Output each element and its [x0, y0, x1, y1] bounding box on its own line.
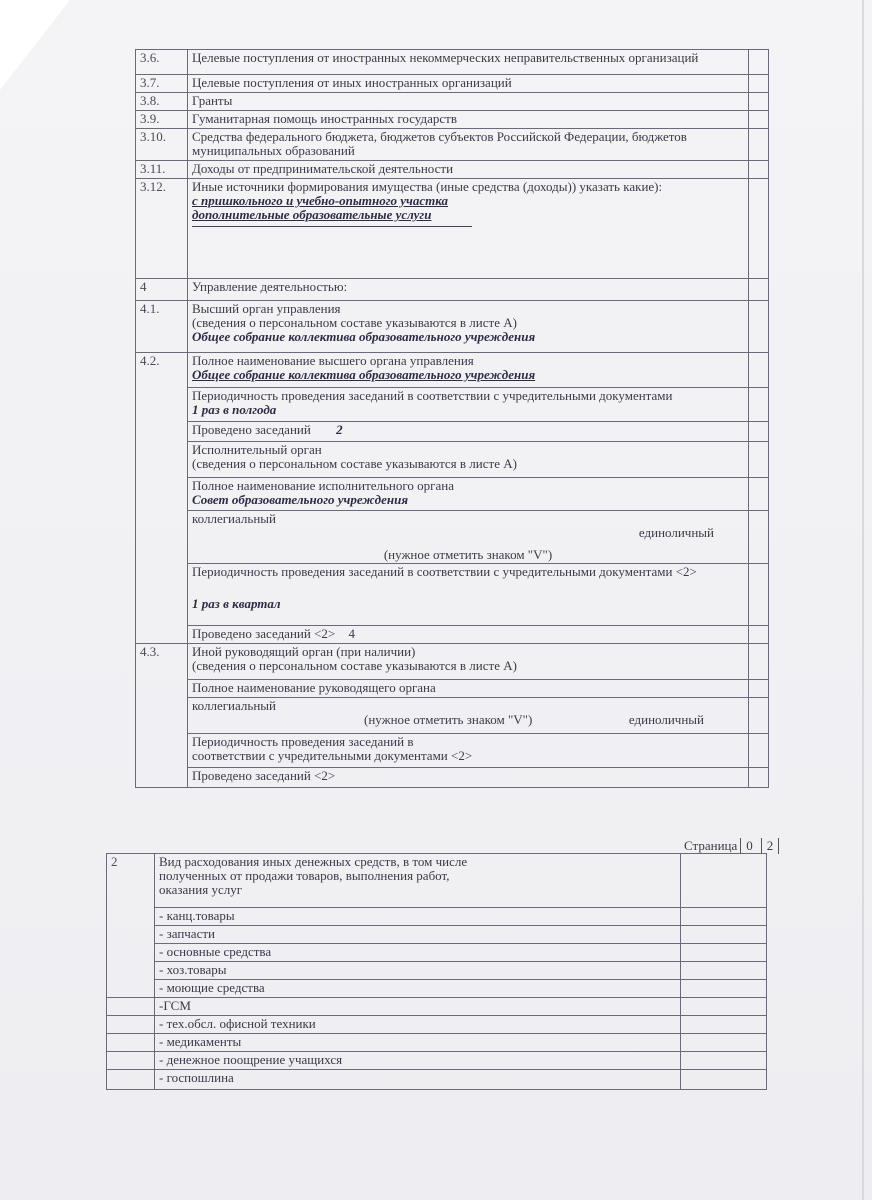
- row-text: Полное наименование руководящего органа: [188, 680, 749, 698]
- value-cell: [749, 75, 769, 93]
- value-cell: [749, 422, 769, 442]
- value-cell: [749, 179, 769, 279]
- value-cell: [749, 734, 769, 768]
- row-number: [107, 998, 155, 1016]
- row-number: 3.11.: [136, 161, 188, 179]
- value-cell: [749, 353, 769, 388]
- value-cell: [749, 161, 769, 179]
- row-text: Проведено заседаний <2>: [188, 768, 749, 788]
- expense-item: - моющие средства: [155, 980, 681, 998]
- option-sole: единоличный: [638, 525, 714, 540]
- row-text-block: [188, 626, 749, 644]
- table-row: [136, 93, 769, 111]
- row-text-block: [188, 564, 749, 626]
- row-text: Периодичность проведения заседаний в соответствии с учредительными документами <2>: [192, 564, 697, 579]
- row-text: Периодичность проведения заседаний в соответствии с учредительными документами: [192, 388, 673, 403]
- table-row: [136, 698, 769, 734]
- value-cell: [749, 478, 769, 511]
- table-row: [107, 1034, 767, 1052]
- row-text: Иной руководящий орган (при наличии): [192, 644, 416, 659]
- expenses-header: Вид расходования иных денежных средств, в том числе полученных от продажи товаров, выполнения работ, оказания услуг: [155, 854, 681, 908]
- row-number: [107, 1034, 155, 1052]
- row-text: Полное наименование исполнительного органа: [192, 478, 454, 493]
- table-row: [107, 944, 767, 962]
- row-text: Средства федерального бюджета, бюджетов субъектов Российской Федерации, бюджетов муниципальных образований: [188, 129, 749, 161]
- table-row: [136, 734, 769, 768]
- value-cell: [681, 944, 767, 962]
- value-cell: [749, 564, 769, 626]
- row-text: Управление деятельностью:: [188, 279, 749, 301]
- table-row: [107, 926, 767, 944]
- table-row: [107, 998, 767, 1016]
- row-number: 4: [136, 279, 188, 301]
- value-cell: [749, 644, 769, 680]
- row-subtext: (сведения о персональном составе указываются в листе А): [192, 658, 517, 673]
- handwritten-entry: 1 раз в полгода: [192, 402, 277, 417]
- table-row: [107, 1070, 767, 1090]
- expense-item: - медикаменты: [155, 1034, 681, 1052]
- table-row: [107, 908, 767, 926]
- value-cell: [749, 511, 769, 564]
- expense-item: - канц.товары: [155, 908, 681, 926]
- row-number: 3.7.: [136, 75, 188, 93]
- choice-footer: [192, 713, 744, 727]
- expense-item: - основные средства: [155, 944, 681, 962]
- value-cell: [749, 129, 769, 161]
- expense-item: - тех.обсл. офисной техники: [155, 1016, 681, 1034]
- handwritten-entry: 2: [336, 422, 343, 437]
- table-row: [136, 353, 769, 388]
- row-text: Иные источники формирования имущества (иные средства (доходы)) указать какие):: [192, 179, 663, 194]
- row-number: 4.2.: [136, 353, 188, 644]
- table-row: [107, 980, 767, 998]
- row-number: [107, 1070, 155, 1090]
- table-row: [136, 50, 769, 75]
- value-cell: [749, 50, 769, 75]
- row-text: Проведено заседаний <2>: [192, 626, 336, 641]
- row-text: Доходы от предпринимательской деятельности: [188, 161, 749, 179]
- page-number: [684, 838, 779, 854]
- value-cell: [749, 768, 769, 788]
- row-text: Проведено заседаний: [192, 422, 311, 437]
- row-text: Целевые поступления от иностранных некоммерческих неправительственных организаций: [188, 50, 749, 75]
- row-number: [107, 1052, 155, 1070]
- expense-item: -ГСМ: [155, 998, 681, 1016]
- value-cell: [681, 1052, 767, 1070]
- table-row: [136, 179, 769, 279]
- table-row: [136, 478, 769, 511]
- page-digit: 2: [761, 838, 780, 854]
- row-text-block: [188, 353, 749, 388]
- choice-note: (нужное отметить знаком "V"): [364, 712, 533, 727]
- blank-line: [192, 225, 472, 227]
- table-row: [136, 442, 769, 478]
- value-cell: [681, 998, 767, 1016]
- choice-block: [188, 511, 749, 564]
- handwritten-entry: дополнительные образовательные услуги: [192, 207, 432, 222]
- table-row: [136, 768, 769, 788]
- page-fold-corner: [0, 0, 70, 90]
- value-cell: [681, 1016, 767, 1034]
- value-cell: [681, 854, 767, 908]
- row-text-block: [188, 179, 749, 279]
- handwritten-entry: Совет образовательного учреждения: [192, 492, 409, 507]
- table-row: [136, 75, 769, 93]
- row-number: 3.9.: [136, 111, 188, 129]
- table-row: [136, 301, 769, 353]
- row-number: 3.6.: [136, 50, 188, 75]
- table-row: [107, 1052, 767, 1070]
- value-cell: [681, 962, 767, 980]
- value-cell: [749, 626, 769, 644]
- option-collegial: коллегиальный: [192, 698, 276, 713]
- table-row: [136, 111, 769, 129]
- option-sole: единоличный: [628, 712, 704, 727]
- choice-note: (нужное отметить знаком "V"): [383, 547, 553, 562]
- value-cell: [681, 908, 767, 926]
- value-cell: [681, 1070, 767, 1090]
- expenses-table: [106, 853, 767, 1090]
- row-text: Высший орган управления: [192, 301, 341, 316]
- handwritten-entry: 4: [348, 626, 355, 641]
- row-text: Исполнительный орган: [192, 442, 322, 457]
- value-cell: [749, 111, 769, 129]
- table-row: [107, 962, 767, 980]
- row-subtext: (сведения о персональном составе указываются в листе А): [192, 315, 517, 330]
- row-subtext: (сведения о персональном составе указываются в листе А): [192, 456, 517, 471]
- page-label: Страница: [684, 838, 738, 853]
- value-cell: [749, 442, 769, 478]
- row-text: Целевые поступления от иных иностранных организаций: [188, 75, 749, 93]
- table-row: [107, 854, 767, 908]
- table-row: [136, 422, 769, 442]
- value-cell: [749, 388, 769, 422]
- row-number: 2: [107, 854, 155, 998]
- paper-edge-line: [862, 0, 864, 1200]
- row-number: 3.10.: [136, 129, 188, 161]
- handwritten-entry: Общее собрание коллектива образовательного учреждения: [192, 329, 536, 344]
- table-row: [107, 1016, 767, 1034]
- table-row: [136, 644, 769, 680]
- value-cell: [749, 698, 769, 734]
- expense-item: - денежное поощрение учащихся: [155, 1052, 681, 1070]
- handwritten-entry: 1 раз в квартал: [192, 596, 281, 611]
- row-text-block: [188, 734, 749, 768]
- handwritten-entry: Общее собрание коллектива образовательного учреждения: [192, 367, 536, 382]
- row-text: Гуманитарная помощь иностранных государств: [188, 111, 749, 129]
- expense-item: - хоз.товары: [155, 962, 681, 980]
- row-number: 3.8.: [136, 93, 188, 111]
- row-number: [107, 1016, 155, 1034]
- table-row: [136, 626, 769, 644]
- page-digit: 0: [740, 838, 758, 854]
- row-text: Гранты: [188, 93, 749, 111]
- expense-item: - запчасти: [155, 926, 681, 944]
- activity-table: [135, 49, 769, 788]
- row-number: 3.12.: [136, 179, 188, 279]
- row-text: Полное наименование высшего органа управления: [192, 353, 474, 368]
- table-row: [136, 388, 769, 422]
- value-cell: [749, 279, 769, 301]
- value-cell: [749, 301, 769, 353]
- value-cell: [749, 93, 769, 111]
- expense-item: - госпошлина: [155, 1070, 681, 1090]
- row-text-block: [188, 442, 749, 478]
- table-row: [136, 161, 769, 179]
- row-number: 4.1.: [136, 301, 188, 353]
- row-text: Периодичность проведения заседаний в: [192, 734, 414, 749]
- value-cell: [681, 1034, 767, 1052]
- value-cell: [681, 926, 767, 944]
- table-row: [136, 511, 769, 564]
- table-row: [136, 129, 769, 161]
- table-row: [136, 680, 769, 698]
- row-text-block: [188, 478, 749, 511]
- value-cell: [681, 980, 767, 998]
- handwritten-entry: с пришкольного и учебно-опытного участка: [192, 193, 449, 208]
- row-text-block: [188, 644, 749, 680]
- choice-block: [188, 698, 749, 734]
- table-row: [136, 279, 769, 301]
- value-cell: [749, 680, 769, 698]
- row-text-block: [188, 388, 749, 422]
- row-text-block: [188, 301, 749, 353]
- row-subtext: соответствии с учредительными документами <2>: [192, 748, 473, 763]
- table-row: [136, 564, 769, 626]
- choice-options: [192, 699, 744, 713]
- row-number: 4.3.: [136, 644, 188, 788]
- option-collegial: коллегиальный: [192, 511, 276, 526]
- row-text-block: [188, 422, 749, 442]
